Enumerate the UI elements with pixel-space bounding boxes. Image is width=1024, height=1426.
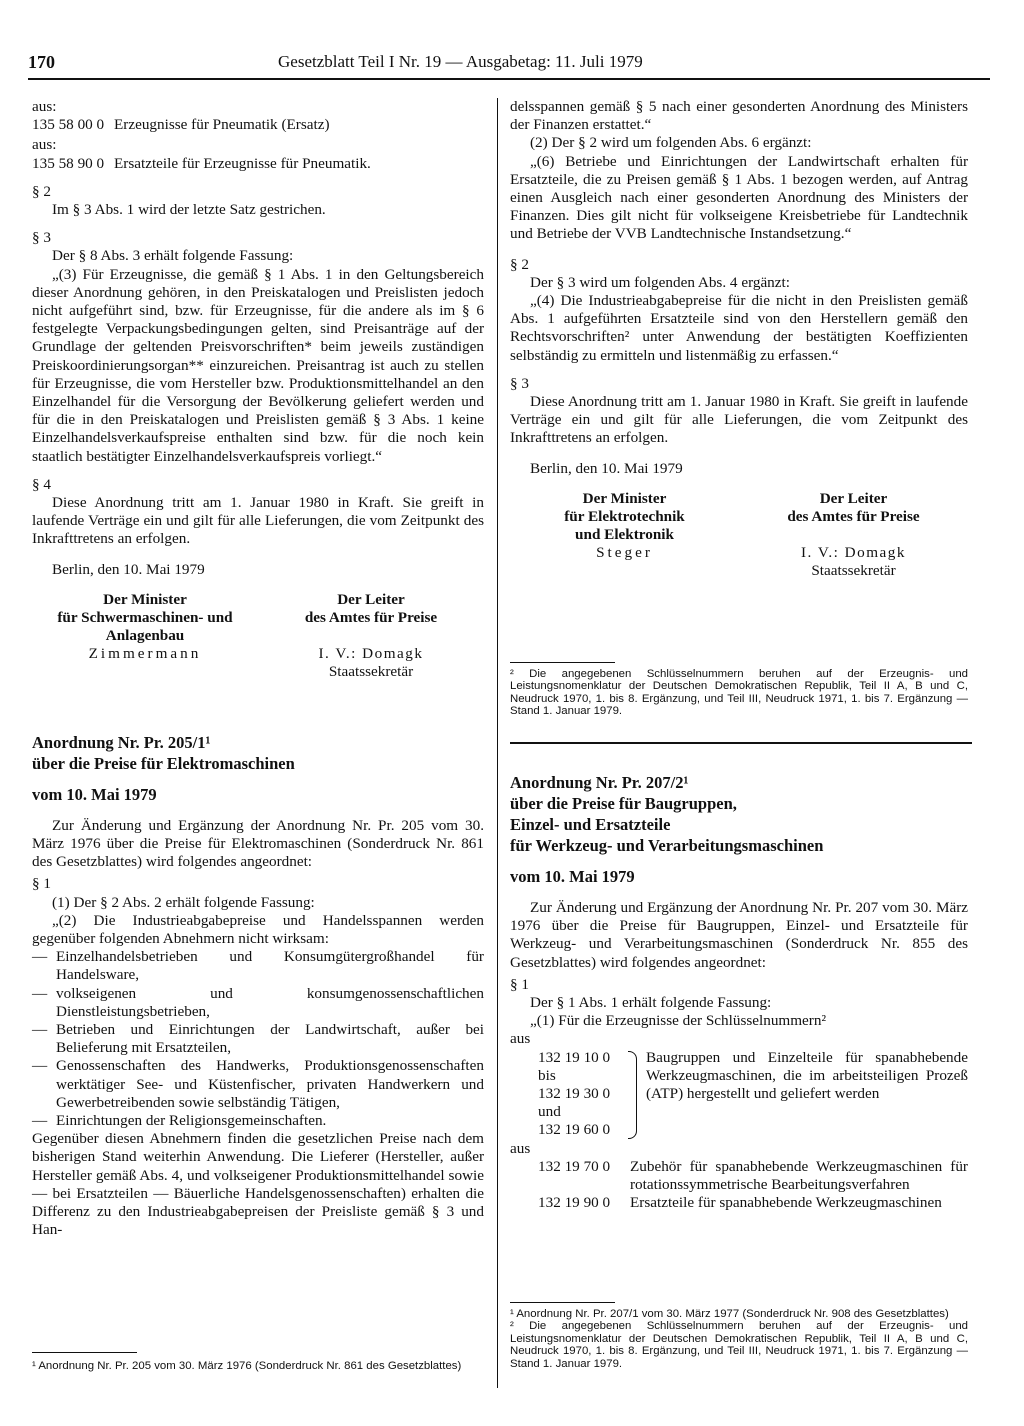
paragraph: delsspannen gemäß § 5 nach einer gesonderten Anordnung des Ministers der Finanzen erstattet.“ bbox=[510, 98, 968, 134]
signatory-title: des Amtes für Preise bbox=[787, 508, 920, 526]
signatory-title: und Elektronik bbox=[575, 526, 674, 544]
key-number: 132 19 30 0 bbox=[538, 1085, 611, 1103]
running-title: Gesetzblatt Teil I Nr. 19 — Ausgabetag: 11. Juli 1979 bbox=[278, 52, 643, 71]
ordinance-title: über die Preise für Elektromaschinen bbox=[32, 753, 295, 773]
key-number: 132 19 60 0 bbox=[538, 1121, 611, 1139]
key-number: 135 58 90 0 bbox=[32, 154, 105, 172]
key-item bbox=[510, 1158, 968, 1194]
place-date: Berlin, den 10. Mai 1979 bbox=[530, 459, 683, 477]
key-number: 132 19 90 0 bbox=[538, 1194, 611, 1212]
aus-label: aus bbox=[510, 1139, 531, 1157]
list-item: — Genossenschaften des Handwerks, Produktionsgenossenschaften werktätiger See- und Küstenfischer, privaten Handwerkern und Gewerbetreibenden sowie selbständig Tätigen, bbox=[32, 1057, 484, 1111]
signatory-title: Der Leiter bbox=[337, 590, 405, 608]
list-item: — Einzelhandelsbetrieben und Konsumgütergroßhandel für Handelsware, bbox=[32, 948, 484, 984]
signatory-title: Der Minister bbox=[582, 489, 667, 507]
header-rule bbox=[28, 78, 990, 80]
paragraph: Der § 3 wird um folgenden Abs. 4 ergänzt: bbox=[530, 273, 790, 291]
key-number: 132 19 10 0 bbox=[538, 1048, 611, 1066]
key-number: 132 19 70 0 bbox=[538, 1157, 611, 1175]
key-text: Erzeugnisse für Pneumatik (Ersatz) bbox=[114, 116, 330, 134]
paragraph: Im § 3 Abs. 1 wird der letzte Satz gestrichen. bbox=[52, 201, 326, 219]
range-bracket bbox=[628, 1049, 642, 1140]
paragraph: Diese Anordnung tritt am 1. Januar 1980 in Kraft. Sie greift in laufende Verträge ein und gilt für alle Lieferungen, die vom Zeitpunkt des Inkrafttretens an erfolgen. bbox=[510, 393, 968, 447]
footnote-rule bbox=[510, 1302, 615, 1303]
footnote: ² Die angegebenen Schlüsselnummern beruhen auf der Erzeugnis- und Leistungsnomenklatur der Deutschen Demokratischen Republik, Teil II A, B und C, Neudruck 1970, 1. bis 8. Ergänzung, und Teil III, Neudruck 1971, 1. bis 7. Ergänzung — Stand 1. Januar 1979. bbox=[510, 668, 968, 718]
signature-block bbox=[510, 490, 968, 581]
left-column bbox=[32, 98, 484, 1239]
section-heading: § 1 bbox=[32, 875, 51, 893]
ordinance-title: über die Preise für Baugruppen, bbox=[510, 794, 737, 813]
paragraph: „(6) Betriebe und Einrichtungen der Landwirtschaft erhalten für Ersatzteile, die zu Preisen gemäß § 1 Abs. 1 bezogen werden, auf Antrag einen Ausgleich nach einer gesonderten Anordnung des Ministers der Finanzen. Dies gilt nicht für volkseigene Kreisbetriebe für Landtechnik und Betriebe der VVB Landtechnische Instandsetzung.“ bbox=[510, 152, 968, 243]
footnote: ² Die angegebenen Schlüsselnummern beruhen auf der Erzeugnis- und Leistungsnomenklatur der Deutschen Demokratischen Republik, Teil II A, B und C, Neudruck 1970, 1. bis 8. Ergänzung, und Teil III, Neudruck 1971, 1. bis 7. Ergänzung — Stand 1. Januar 1979. bbox=[510, 1320, 968, 1370]
page-number: 170 bbox=[28, 52, 55, 72]
signatory-name: Zimmermann bbox=[88, 645, 202, 663]
paragraph: Zur Änderung und Ergänzung der Anordnung Nr. Pr. 205 vom 30. März 1976 über die Preise für Elektromaschinen (Sonderdruck Nr. 861 des Gesetzblattes) wird folgendes angeordnet: bbox=[32, 816, 484, 871]
key-number: 135 58 00 0 bbox=[32, 116, 105, 134]
paragraph: „(4) Die Industrieabgabepreise für die nicht in den Preislisten gemäß Abs. 1 aufgeführten Ersatzteile sind von den Herstellern gemäß den Rechtsvorschriften² unter Anwendung der bestätigten Koeffizienten selbständig zu ermitteln und listenmäßig zu erfassen.“ bbox=[510, 292, 968, 364]
right-column-ordinance bbox=[510, 772, 968, 1212]
paragraph: „(2) Die Industrieabgabepreise und Handelsspannen werden gegenüber folgenden Abnehmern nicht wirksam: bbox=[32, 911, 484, 947]
ordinance-title: Anordnung Nr. Pr. 205/1¹ bbox=[32, 732, 211, 752]
signatory-name: Steger bbox=[596, 544, 653, 562]
list-item: — Betrieben und Einrichtungen der Landwirtschaft, außer bei Belieferung mit Ersatzteilen, bbox=[32, 1020, 484, 1057]
ordinance-title: für Werkzeug- und Verarbeitungsmaschinen bbox=[510, 836, 824, 855]
footnotes bbox=[510, 1308, 968, 1370]
footnote-rule bbox=[32, 1352, 137, 1353]
key-text: Zubehör für spanabhebende Werkzeugmaschinen für rotationssymmetrische Bearbeitungsverfahren bbox=[630, 1157, 968, 1194]
aus-label: aus: bbox=[32, 136, 57, 154]
signatory-name: I. V.: Domagk bbox=[800, 544, 906, 562]
ordinance-title: Anordnung Nr. Pr. 207/2¹ bbox=[510, 773, 689, 792]
key-item bbox=[510, 1194, 968, 1212]
key-range bbox=[510, 1049, 968, 1140]
section-heading: § 1 bbox=[510, 975, 529, 993]
section-heading: § 2 bbox=[510, 255, 529, 273]
paragraph: Diese Anordnung tritt am 1. Januar 1980 in Kraft. Sie greift in laufende Verträge ein und gilt für alle Lieferungen, die vom Zeitpunkt des Inkrafttretens an erfolgen. bbox=[32, 494, 484, 548]
signature-block bbox=[32, 591, 484, 682]
place-date: Berlin, den 10. Mai 1979 bbox=[52, 560, 205, 578]
column-divider bbox=[497, 98, 498, 1388]
signatory-role: Staatssekretär bbox=[811, 562, 896, 580]
ordinance-date: vom 10. Mai 1979 bbox=[510, 867, 635, 886]
section-heading: § 4 bbox=[32, 475, 51, 493]
key-text: Ersatzteile für spanabhebende Werkzeugmaschinen bbox=[630, 1194, 942, 1212]
signatory-title: Der Minister bbox=[103, 590, 187, 608]
list-item: — Einrichtungen der Religionsgemeinschaften. bbox=[32, 1111, 327, 1129]
aus-label: aus bbox=[510, 1030, 531, 1048]
signatory-name: I. V.: Domagk bbox=[318, 645, 424, 663]
key-item bbox=[32, 155, 484, 173]
aus-label: aus: bbox=[32, 98, 57, 115]
footnote-rule bbox=[510, 662, 615, 663]
key-text: Baugruppen und Einzelteile für spanabhebende Werkzeugmaschinen, die im arbeitsteiligen Prozeß (ATP) hergestellt und geliefert werden bbox=[646, 1048, 968, 1103]
signatory-role: Staatssekretär bbox=[328, 663, 414, 681]
range-connector: und bbox=[538, 1103, 561, 1121]
section-heading: § 2 bbox=[32, 182, 51, 200]
paragraph: „(1) Für die Erzeugnisse der Schlüsselnummern² bbox=[530, 1012, 826, 1030]
range-connector: bis bbox=[538, 1066, 556, 1084]
key-text: Ersatzteile für Erzeugnisse für Pneumatik. bbox=[114, 154, 371, 172]
section-divider bbox=[510, 742, 972, 744]
ordinance-date: vom 10. Mai 1979 bbox=[32, 784, 157, 804]
signatory-title: des Amtes für Preise bbox=[304, 609, 438, 627]
paragraph: (1) Der § 2 Abs. 2 erhält folgende Fassung: bbox=[52, 893, 315, 911]
footnote: ¹ Anordnung Nr. Pr. 207/1 vom 30. März 1977 (Sonderdruck Nr. 908 des Gesetzblattes) bbox=[510, 1308, 949, 1320]
signatory-title: Der Leiter bbox=[819, 489, 888, 507]
ordinance-title: Einzel- und Ersatzteile bbox=[510, 815, 671, 834]
section-heading: § 3 bbox=[32, 229, 51, 247]
signatory-title: für Elektrotechnik bbox=[564, 508, 685, 526]
paragraph: (2) Der § 2 wird um folgenden Abs. 6 ergänzt: bbox=[530, 134, 812, 152]
right-column bbox=[510, 98, 968, 581]
paragraph: „(3) Für Erzeugnisse, die gemäß § 1 Abs. 1 in den Geltungsbereich dieser Anordnung gehören, in den Preiskatalogen und Preislisten jedoch nicht aufgeführt sind, bzw. für Erzeugnisse, für die andere als im § 6 festgelegte Verpackungsbedingungen gelten, sind Preisanträge auf der Grundlage der geltenden Preisvorschriften* beim jeweils zuständigen Preiskoordinierungsorgan** einzureichen. Preisantrag ist auch zu stellen für Erzeugnisse, die vom Hersteller bzw. Produktionsmittelhandel an den Einzelhandel für die Versorgung der Bevölkerung geliefert werden und für die in den Preiskatalogen und Preislisten gemäß § 3 Abs. 1 keine Einzelhandelsverkaufspreise enthalten sind bzw. für die noch kein staatlich bestätigter Einzelhandelsverkaufspreis vorliegt.“ bbox=[32, 265, 484, 465]
list-item: — volkseigenen und konsumgenossenschaftlichen Dienstleistungsbetrieben, bbox=[32, 984, 484, 1020]
signatory-title: Anlagenbau bbox=[105, 627, 185, 645]
paragraph: Der § 1 Abs. 1 erhält folgende Fassung: bbox=[530, 994, 772, 1012]
paragraph: Zur Änderung und Ergänzung der Anordnung Nr. Pr. 207 vom 30. März 1976 über die Preise für Baugruppen, Einzel- und Ersatzteile für Werkzeug- und Verarbeitungsmaschinen (Sonderdruck Nr. 855 des Gesetzblattes) wird folgendes angeordnet: bbox=[510, 899, 968, 971]
signatory-title: für Schwermaschinen- und bbox=[57, 609, 233, 627]
paragraph: Gegenüber diesen Abnehmern finden die gesetzlichen Preise nach dem bisherigen Stand weiterhin Anwendung. Die Lieferer (Hersteller, außer Hersteller gemäß Abs. 4, und volkseigener Produktionsmittelhandel sowie — bei Ersatzteilen — Bäuerliche Handelsgenossenschaften) erhalten die Differenz zu den Industrieabgabepreisen der Preisliste gemäß § 3 und Han- bbox=[32, 1130, 484, 1239]
section-heading: § 3 bbox=[510, 374, 529, 392]
paragraph: Der § 8 Abs. 3 erhält folgende Fassung: bbox=[52, 247, 294, 265]
key-item bbox=[32, 116, 484, 134]
footnote: ¹ Anordnung Nr. Pr. 205 vom 30. März 1976 (Sonderdruck Nr. 861 des Gesetzblattes) bbox=[32, 1360, 462, 1372]
